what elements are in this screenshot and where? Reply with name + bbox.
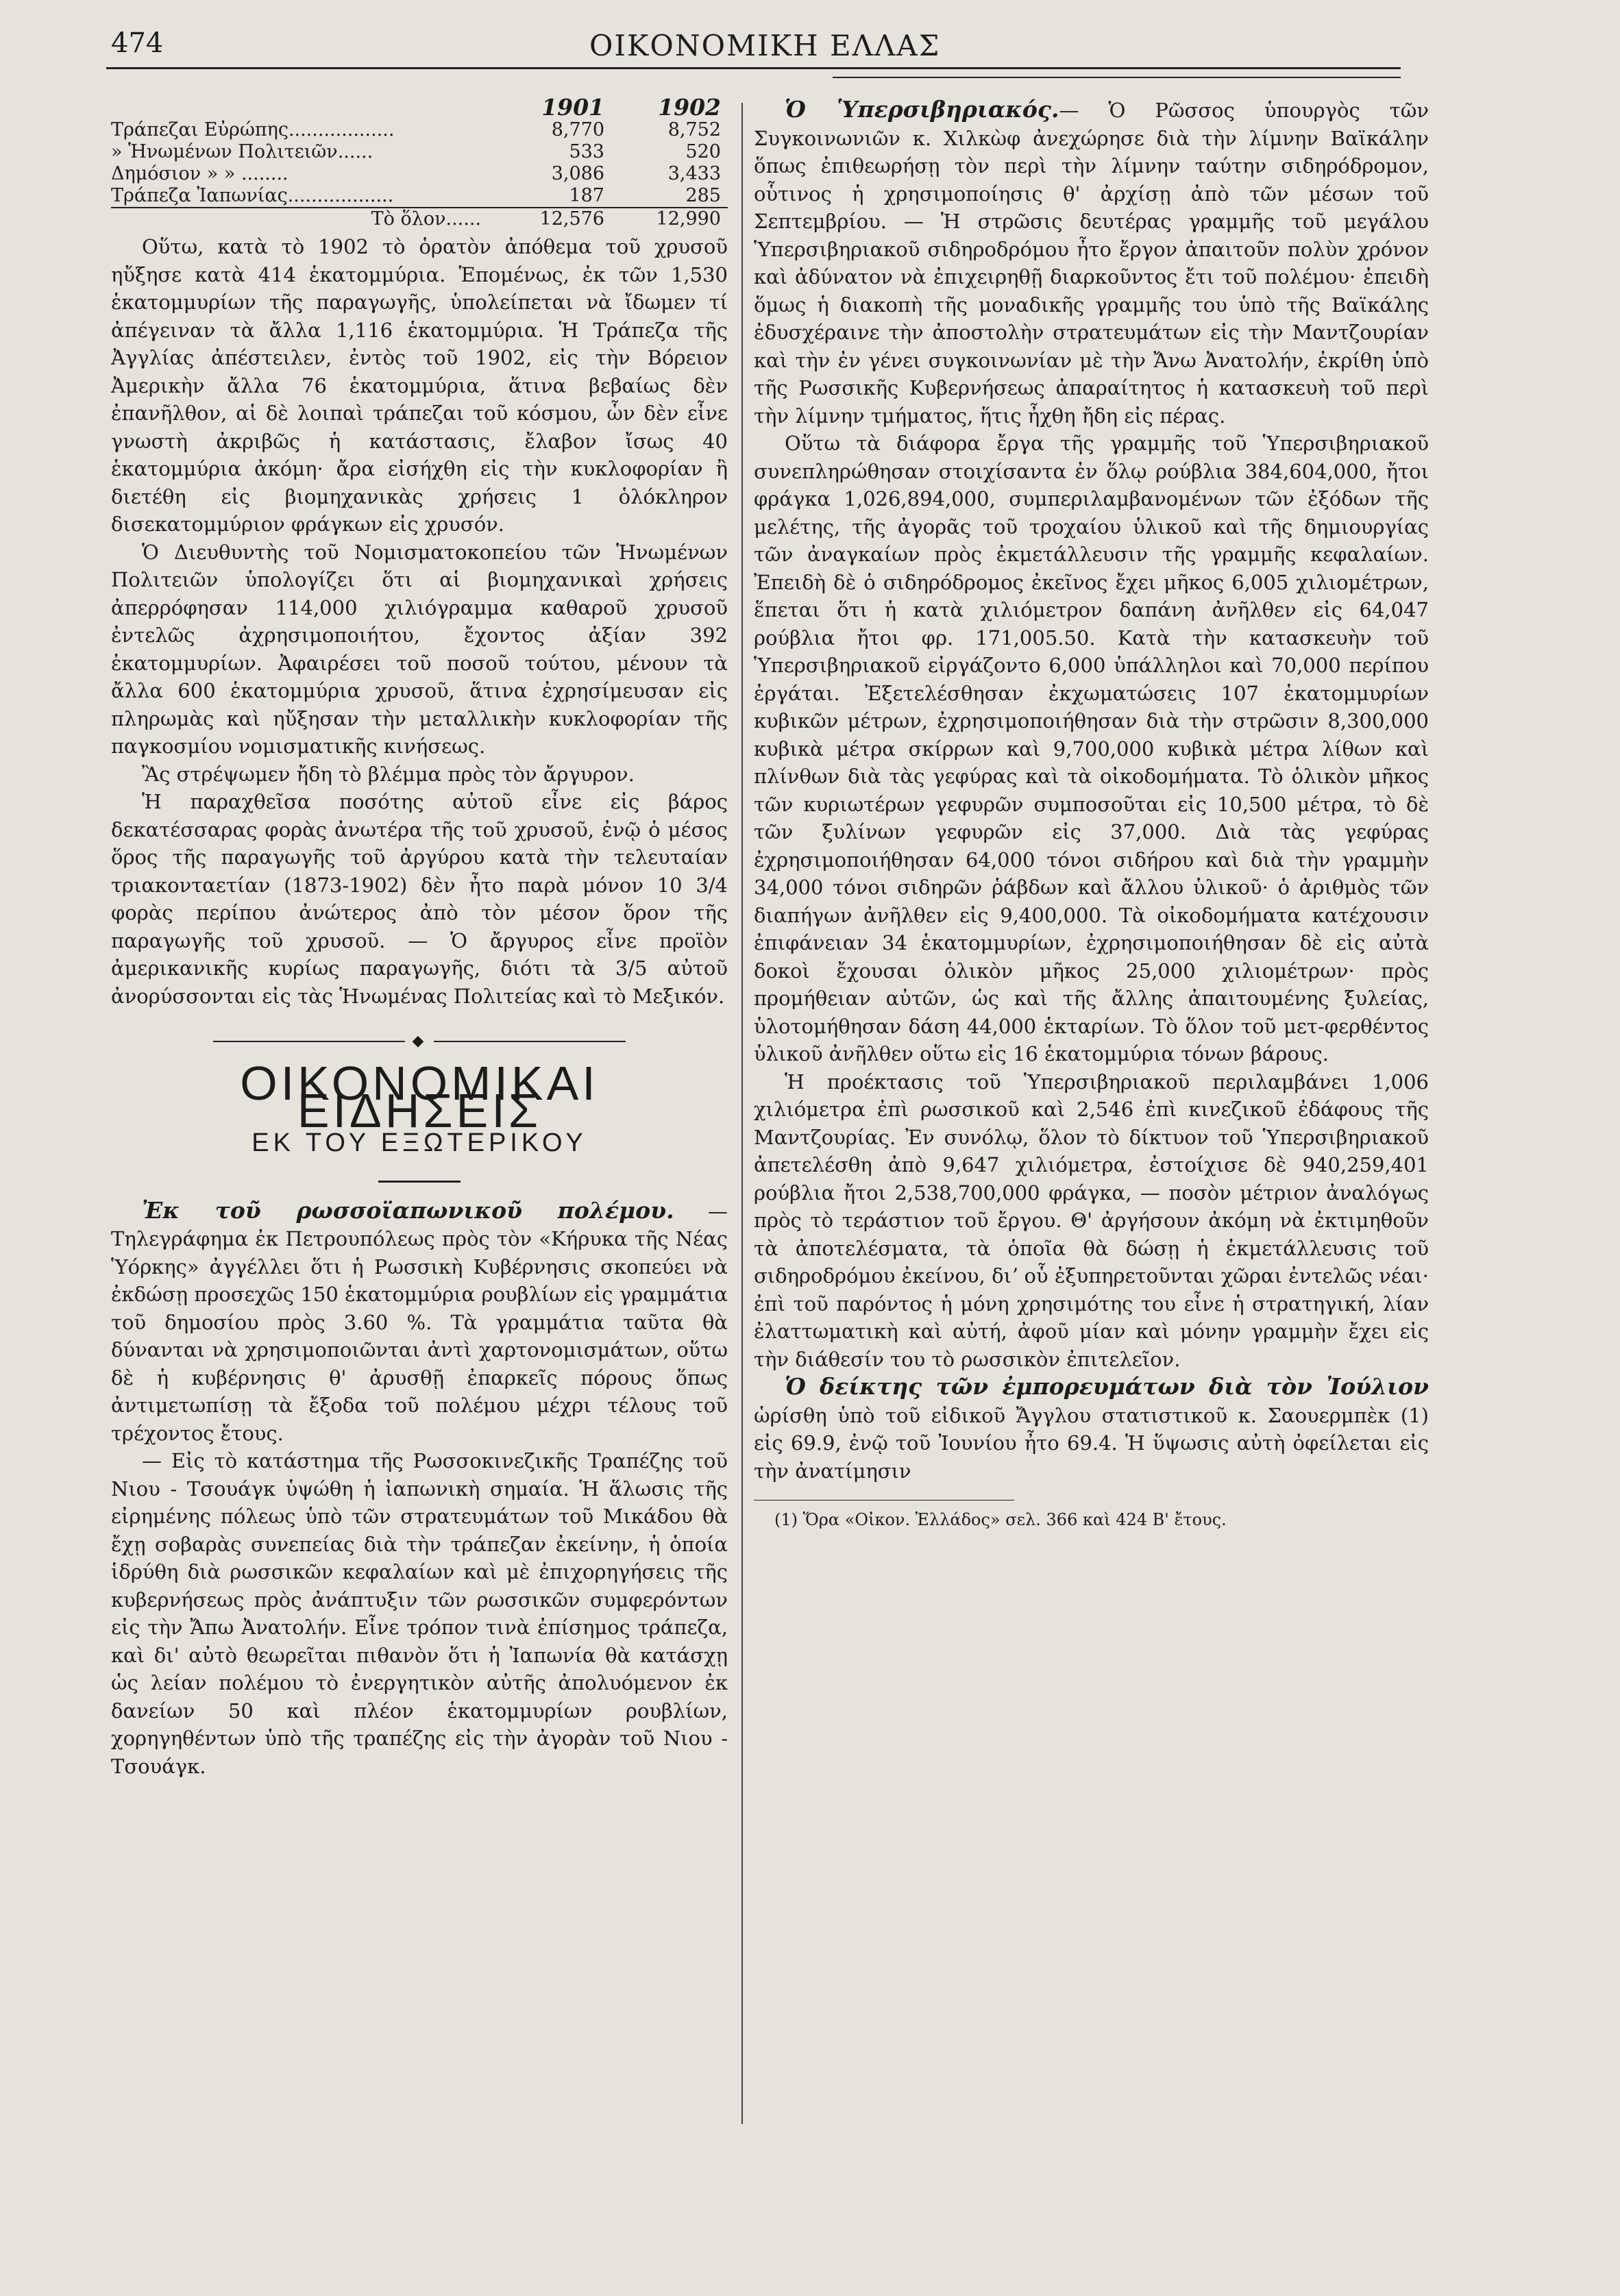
row-label: Τράπεζα Ἰαπωνίας.................. bbox=[111, 185, 394, 206]
table-row bbox=[111, 163, 728, 185]
article-paragraph bbox=[754, 1373, 1429, 1485]
table-row bbox=[111, 119, 728, 141]
table-row bbox=[111, 185, 728, 208]
article-paragraph: Ἡ προέκτασις τοῦ Ὑπερσιβηριακοῦ περιλαμβάνει 1,006 χιλιόμετρα ἐπὶ ρωσσικοῦ καὶ 2,546 ἐπὶ κινεζικοῦ ἐδάφους τῆς Μαντζουρίας. Ἐν συνόλῳ, ὅλον τὸ δίκτυον τοῦ Ὑπερσιβηριακοῦ ἀπετελέσθη ἀπὸ 9,647 χιλιόμετρα, ἐστοίχισε δὲ 940,259,401 ρούβλια ἤτοι 2,538,700,000 φράγκα, — ποσὸν μέτριον ἀναλόγως πρὸς τὸ τεράστιον τοῦ ἔργου. Θ' ἀργήσουν ἀκόμη νὰ ἐκτιμηθοῦν τὰ ἀποτελέσματα, τὰ ὁποῖα θὰ δώσῃ ἡ ἐκμετάλλευσις τοῦ σιδηροδρόμου ἐκείνου, διʼ οὗ ἐξυπηρετοῦνται χῶραι ἐντελῶς νέαι· ἐπὶ τοῦ παρόντος ἡ μόνη χρησιμότης του εἶνε ἡ στρατηγική, λίαν ἐλαττωματικὴ καὶ αὐτή, ἀφοῦ μίαν καὶ μόνην γραμμὴν ἔχει εἰς τὴν διάθεσίν του τὸ ρωσσικὸν ἐπιτελεῖον. bbox=[754, 1070, 1429, 1371]
row-label: » Ἡνωμένων Πολιτειῶν...... bbox=[111, 141, 373, 162]
paragraph: Οὕτω, κατὰ τὸ 1902 τὸ ὁρατὸν ἀπόθεμα τοῦ χρυσοῦ ηὔξησε κατὰ 414 ἑκατομμύρια. Ἑπομένως, ἐκ τῶν 1,530 ἑκατομμυρίων τῆς παραγωγῆς, ὑπολείπεται νὰ ἴδωμεν τί ἀπέγειναν τὰ ἄλλα 1,116 ἑκατομμύρια. Ἡ Τράπεζα τῆς Ἀγγλίας ἀπέστειλεν, ἐντὸς τοῦ 1902, εἰς τὴν Βόρειον Ἀμερικὴν ἄλλα 76 ἑκατομμύρια, ἅτινα βεβαίως δὲν ἐπανῆλθον, αἱ δὲ λοιπαὶ τράπεζαι τοῦ κόσμου, ὧν δὲν εἶνε γνωστὴ ἀκριβῶς ἡ κατάστασις, ἔλαβον ἴσως 40 ἑκατομμύρια ἀκόμη· ἄρα εἰσήχθη εἰς τὴν κυκλοφορίαν ἢ διετέθη εἰς βιομηχανικὰς χρήσεις 1 ὁλόκληρον δισεκατομμύριον φράγκων εἰς χρυσόν. bbox=[111, 235, 728, 536]
table-header-row bbox=[111, 96, 728, 119]
paragraph: Ἂς στρέψωμεν ἤδη τὸ βλέμμα πρὸς τὸν ἄργυρον. bbox=[142, 762, 635, 786]
row-label: Δημόσιον » » ........ bbox=[111, 163, 289, 184]
value-1902: 8,752 bbox=[667, 119, 721, 140]
article-text: ὡρίσθη ὑπὸ τοῦ εἰδικοῦ Ἄγγλου στατιστικοῦ κ. Σαουερμπὲκ (1) εἰς 69.9, ἐνῷ τοῦ Ἰουνίου ἦτο 69.4. Ἡ ὕψωσις αὐτὴ ὀφείλεται εἰς τὴν ἀνατίμησιν bbox=[754, 1403, 1429, 1483]
article-headline: Ὁ δείκτης τῶν ἐμπορευμάτων διὰ τὸν Ἰούλιον bbox=[785, 1373, 1429, 1400]
value-1902: 285 bbox=[685, 185, 721, 206]
news-headline: Ἐκ τοῦ ρωσσοϊαπωνικοῦ πολέμου. bbox=[142, 1196, 674, 1224]
news-paragraph bbox=[111, 1197, 728, 1448]
left-column bbox=[111, 96, 728, 1780]
header-rule-secondary bbox=[833, 77, 1401, 78]
value-1901: 187 bbox=[569, 185, 604, 206]
value-1902: 3,433 bbox=[667, 163, 721, 184]
paragraph: Ἡ παραχθεῖσα ποσότης αὐτοῦ εἶνε εἰς βάρος δεκατέσσαρας φορὰς ἀνωτέρα τῆς τοῦ χρυσοῦ, ἐνῷ ὁ μέσος ὅρος τῆς παραγωγῆς τοῦ ἀργύρου κατὰ τὴν τελευταίαν τριακονταετίαν (1873-1902) δὲν ἦτο παρὰ μόνον 10 3/4 φορὰς περίπου ἀνώτερος ἀπὸ τὸν μέσον ὅρον τῆς παραγωγῆς τοῦ χρυσοῦ. — Ὁ ἄργυρος εἶνε προϊὸν ἀμερικανικῆς κυρίως παραγωγῆς, διότι τὰ 3/5 αὐτοῦ ἀνορύσσονται εἰς τὰς Ἡνωμένας Πολιτείας καὶ τὸ Μεξικόν. bbox=[111, 790, 728, 1008]
header-rule bbox=[106, 67, 1401, 69]
value-1901: 533 bbox=[569, 141, 604, 162]
subtitle-rule bbox=[111, 1162, 728, 1190]
col-1901-header: 1901 bbox=[541, 94, 604, 121]
total-label: Τὸ ὅλον...... bbox=[111, 208, 495, 230]
table-total-row bbox=[111, 208, 728, 230]
section-subtitle: ΕΚ ΤΟΥ ΕΞΩΤΕΡΙΚΟΥ bbox=[251, 1128, 587, 1157]
table-row bbox=[111, 141, 728, 163]
column-separator bbox=[741, 103, 743, 2124]
article-text: — Ὁ Ρῶσσος ὑπουργὸς τῶν Συγκοινωνιῶν κ. Χιλκὼφ ἀνεχώρησε διὰ τὴν λίμνην Βαϊκάλην ὅπως ἐπιθεωρήσῃ τὸν περὶ τὴν λίμνην ταύτην σιδηρόδρομον, οὗτινος ἡ χρησιμοποίησις θ' ἀρχίσῃ ἀπὸ τῶν μέσων τοῦ Σεπτεμβρίου. — Ἡ στρῶσις δευτέρας γραμμῆς τοῦ μεγάλου Ὑπερσιβηριακοῦ σιδηροδρόμου ἦτο ἔργον ἀπαιτοῦν πολὺν χρόνον καὶ ἀδύνατον νὰ ἐπιχειρηθῇ διαρκοῦντος ἔτι τοῦ πολέμου· ἐπειδὴ ὅμως ἡ διακοπὴ τῆς μοναδικῆς γραμμῆς του ὑπὸ τῆς Βαϊκάλης ἐδυσχέραινε τὴν ἀποστολὴν στρατευμάτων εἰς τὴν Μαντζουρίαν καὶ τὴν ἐν γένει συγκοινωνίαν μὲ τὴν Ἄνω Ἀνατολήν, ἐκρίθη ὑπὸ τῆς Ρωσσικῆς Κυβερνήσεως ἀπαραίτητος ἡ κατασκευὴ τοῦ περὶ τὴν λίμνην τμήματος, ἥτις ἦχθη ἤδη εἰς πέρας. bbox=[754, 99, 1429, 428]
news-paragraph: — Εἰς τὸ κατάστημα τῆς Ρωσσοκινεζικῆς Τραπέζης τοῦ Νιου - Τσουάγκ ὑψώθη ἡ ἰαπωνικὴ σημαία. Ἡ ἅλωσις τῆς εἰρημένης πόλεως ὑπὸ τῶν στρατευμάτων τοῦ Μικάδου θὰ ἔχῃ σοβαρὰς συνεπείας διὰ τὴν τράπεζαν ἐκείνην, ἡ ὁποία ἱδρύθη διὰ ρωσσικῶν κεφαλαίων καὶ μὲ ἐπιχορηγήσεις τῆς κυβερνήσεως πρὸς ἀνάπτυξιν τῶν ρωσσικῶν συμφερόντων εἰς τὴν Ἄπω Ἀνατολήν. Εἶνε τρόπον τινὰ ἐπίσημος τράπεζα, καὶ δι' αὐτὸ θεωρεῖται πιθανὸν ὅτι ἡ Ἰαπωνία θὰ κατάσχῃ ὡς λείαν πολέμου τὸ ἐνεργητικὸν αὐτῆς ἀπολυόμενον ἐκ δανείων 50 καὶ πλέον ἑκατομμυρίων ρουβλίων, χορηγηθέντων ὑπὸ τῆς τραπέζης εἰς τὴν ἀγορὰν τοῦ Νιου - Τσουάγκ. bbox=[111, 1449, 728, 1778]
right-column bbox=[754, 96, 1429, 1534]
paragraph: Ὁ Διευθυντὴς τοῦ Νομισματοκοπείου τῶν Ἡνωμένων Πολιτειῶν ὑπολογίζει ὅτι αἱ βιομηχανικαὶ χρήσεις ἀπερρόφησαν 114,000 χιλιόγραμμα καθαροῦ χρυσοῦ ἐντελῶς ἀχρησιμοποιήτου, ἔχοντος ἀξίαν 392 ἑκατομμυρίων. Ἀφαιρέσει τοῦ ποσοῦ τούτου, μένουν τὰ ἄλλα 600 ἑκατομμύρια χρυσοῦ, ἅτινα ἐχρησίμευσαν εἰς πληρωμὰς καὶ ηὔξησαν τὴν μεταλλικὴν κυκλοφορίαν τῆς παγκοσμίου νομισματικῆς κινήσεως. bbox=[111, 540, 728, 758]
section-title: ΟΙΚΟΝΟΜΙΚΑΙ ΕΙΔΗΣΕΙΣ bbox=[240, 1056, 599, 1137]
value-1902: 520 bbox=[685, 141, 721, 162]
running-title: ΟΙΚΟΝΟΜΙΚΗ ΕΛΛΑΣ bbox=[589, 29, 941, 62]
value-1901: 8,770 bbox=[551, 119, 604, 140]
page-number: 474 bbox=[111, 27, 164, 59]
row-label: Τράπεζαι Εὐρώπης.................. bbox=[111, 119, 395, 140]
total-1901: 12,576 bbox=[495, 208, 611, 230]
gold-reserve-table bbox=[111, 96, 728, 230]
news-text: — Τηλεγράφημα ἐκ Πετρουπόλεως πρὸς τὸν «Κήρυκα τῆς Νέας Ὑόρκης» ἀγγέλλει ὅτι ἡ Ρωσσικὴ Κυβέρνησις σκοπεύει νὰ ἐκδώσῃ προσεχῶς 150 ἑκατομμύρια ρουβλίων εἰς γραμμάτια τοῦ δημοσίου πρὸς 3.60 %. Τὰ γραμμάτια ταῦτα θὰ δύνανται νὰ χρησιμοποιῶνται ἀντὶ χαρτονομισμάτων, οὕτω δὲ ἡ κυβέρνησις θ' ἀρυσθῇ ἐπαρκεῖς πόρους ὅπως ἀντιμετωπίσῃ τὰ ἔξοδα τοῦ πολέμου μέχρι τέλους τοῦ τρέχοντος ἔτους. bbox=[111, 1199, 728, 1445]
col-1902-header: 1902 bbox=[658, 94, 721, 121]
article-paragraph bbox=[754, 96, 1429, 430]
article-paragraph: Οὕτω τὰ διάφορα ἔργα τῆς γραμμῆς τοῦ Ὑπερσιβηριακοῦ συνεπληρώθησαν στοιχίσαντα ἐν ὅλῳ ρούβλια 384,604,000, ἤτοι φράγκα 1,026,894,000, συμπεριλαμβανομένων τῶν ἐξόδων τῆς μελέτης, τῆς ἀγορᾶς τοῦ τροχαίου ὑλικοῦ καὶ τῆς δημιουργίας τῶν ἀναγκαίων πρὸς ἐκμετάλλευσιν τῆς γραμμῆς κεφαλαίων. Ἐπειδὴ δὲ ὁ σιδηρόδρομος ἐκεῖνος ἔχει μῆκος 6,005 χιλιομέτρων, ἕπεται ὅτι ἡ κατὰ χιλιόμετρον δαπάνη ἀνῆλθεν εἰς 64,047 ρούβλια ἤτοι φρ. 171,005.50. Κατὰ τὴν κατασκευὴν τοῦ Ὑπερσιβηριακοῦ εἰργάζοντο 6,000 ὑπάλληλοι καὶ 70,000 περίπου ἐργάται. Ἐξετελέσθησαν ἐκχωματώσεις 107 ἑκατομμυρίων κυβικῶν μέτρων, ἐχρησιμοποιήθησαν διὰ τὴν στρῶσιν 8,300,000 κυβικὰ μέτρα σκίρρων καὶ 9,700,000 κυβικὰ μέτρα λίθων καὶ πλίνθων διὰ τὰς γεφύρας καὶ τὰ οἰκοδομήματα. Τὸ ὁλικὸν μῆκος τῶν κυριωτέρων γεφυρῶν συμποσοῦται εἰς 10,500 μέτρα, τὸ δὲ τῶν ξυλίνων γεφυρῶν εἰς 37,000. Διὰ τὰς γεφύρας ἐχρησιμοποιήθησαν 64,000 τόνοι σιδήρου καὶ διὰ τὴν γραμμὴν 34,000 τόνοι σιδηρῶν ῥάβδων καὶ ἄλλου ὑλικοῦ· ὁ ἀριθμὸς τῶν διαπήγων ἀνῆλθεν εἰς 9,400,000. Τὰ οἰκοδομήματα κατέχουσιν ἐπιφάνειαν 34 ἑκατομμυρίων, ἐχρησιμοποιήθησαν δὲ εἰς αὐτὰ δοκοὶ ἔχουσαι ὁλικὸν μῆκος 25,000 χιλιομέτρων· πρὸς προμήθειαν αὐτῶν, ὡς καὶ τῆς ἄλλης ἀπαιτουμένης ξυλείας, ὑλοτομήθησαν δάση 44,000 ἑκταρίων. Τὸ ὅλον τοῦ μετ-φερθέντος ὑλικοῦ ἀνῆλθεν οὕτω εἰς 16 ἑκατομμύρια τόνων βάρους. bbox=[754, 432, 1429, 1065]
footnote: (1) Ὅρα «Οἰκον. Ἑλλάδος» σελ. 366 καὶ 424 Β' ἔτους. bbox=[774, 1510, 1227, 1529]
value-1901: 3,086 bbox=[551, 163, 604, 184]
total-1902: 12,990 bbox=[611, 208, 728, 230]
footnote-rule bbox=[754, 1500, 1014, 1501]
section-divider: ◆ bbox=[111, 1028, 728, 1056]
article-headline: Ὁ Ὑπερσιβηριακός. bbox=[785, 96, 1059, 123]
